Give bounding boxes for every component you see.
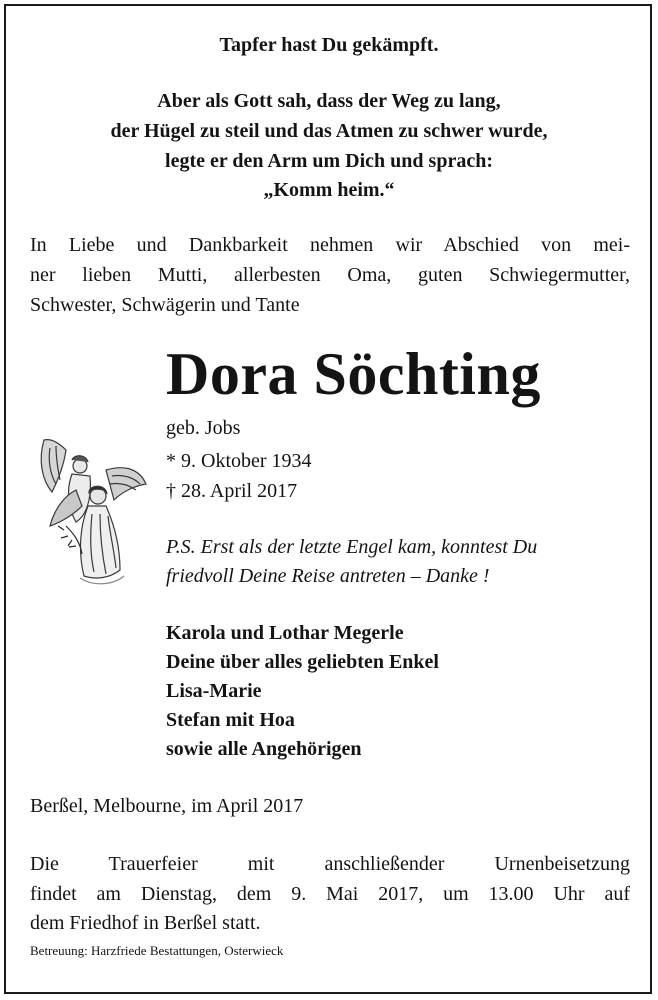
undertaker-credit: Betreuung: Harzfriede Bestattungen, Osterwieck <box>30 943 284 958</box>
motto-line-2: Aber als Gott sah, dass der Weg zu lang, <box>157 90 501 112</box>
intro-line-3: Schwester, Schwägerin und Tante <box>30 294 300 316</box>
funeral-line-2: findet am Dienstag, dem 9. Mai 2017, um 13.00 Uhr auf <box>30 883 630 905</box>
angels-illustration <box>36 430 148 588</box>
mourner-line: Deine über alles geliebten Enkel <box>166 651 439 673</box>
maiden-name: geb. Jobs <box>166 417 241 439</box>
intro-line-1: In Liebe und Dankbarkeit nehmen wir Abschied von mei- <box>30 234 630 256</box>
postscript-line-2: friedvoll Deine Reise antreten – Danke ! <box>166 565 490 587</box>
death-date: † 28. April 2017 <box>166 480 298 502</box>
mourner-line: Stefan mit Hoa <box>166 709 295 731</box>
motto-line-5: „Komm heim.“ <box>263 179 395 201</box>
postscript-line-1: P.S. Erst als der letzte Engel kam, konntest Du <box>166 536 538 558</box>
intro-line-2: ner lieben Mutti, allerbesten Oma, guten Schwiegermutter, <box>30 264 630 286</box>
motto-line-1: Tapfer hast Du gekämpft. <box>219 34 439 56</box>
deceased-name: Dora Söchting <box>166 341 541 407</box>
mourner-line: Karola und Lothar Megerle <box>166 622 404 644</box>
mourner-line: sowie alle Angehörigen <box>166 738 362 760</box>
birth-date: * 9. Oktober 1934 <box>166 450 312 472</box>
funeral-line-3: dem Friedhof in Berßel statt. <box>30 912 261 934</box>
place-date: Berßel, Melbourne, im April 2017 <box>30 795 304 817</box>
motto-line-3: der Hügel zu steil und das Atmen zu schwer wurde, <box>110 120 548 142</box>
motto-line-4: legte er den Arm um Dich und sprach: <box>165 150 493 172</box>
mourner-line: Lisa-Marie <box>166 680 262 702</box>
funeral-line-1: Die Trauerfeier mit anschließender Urnenbeisetzung <box>30 853 630 875</box>
